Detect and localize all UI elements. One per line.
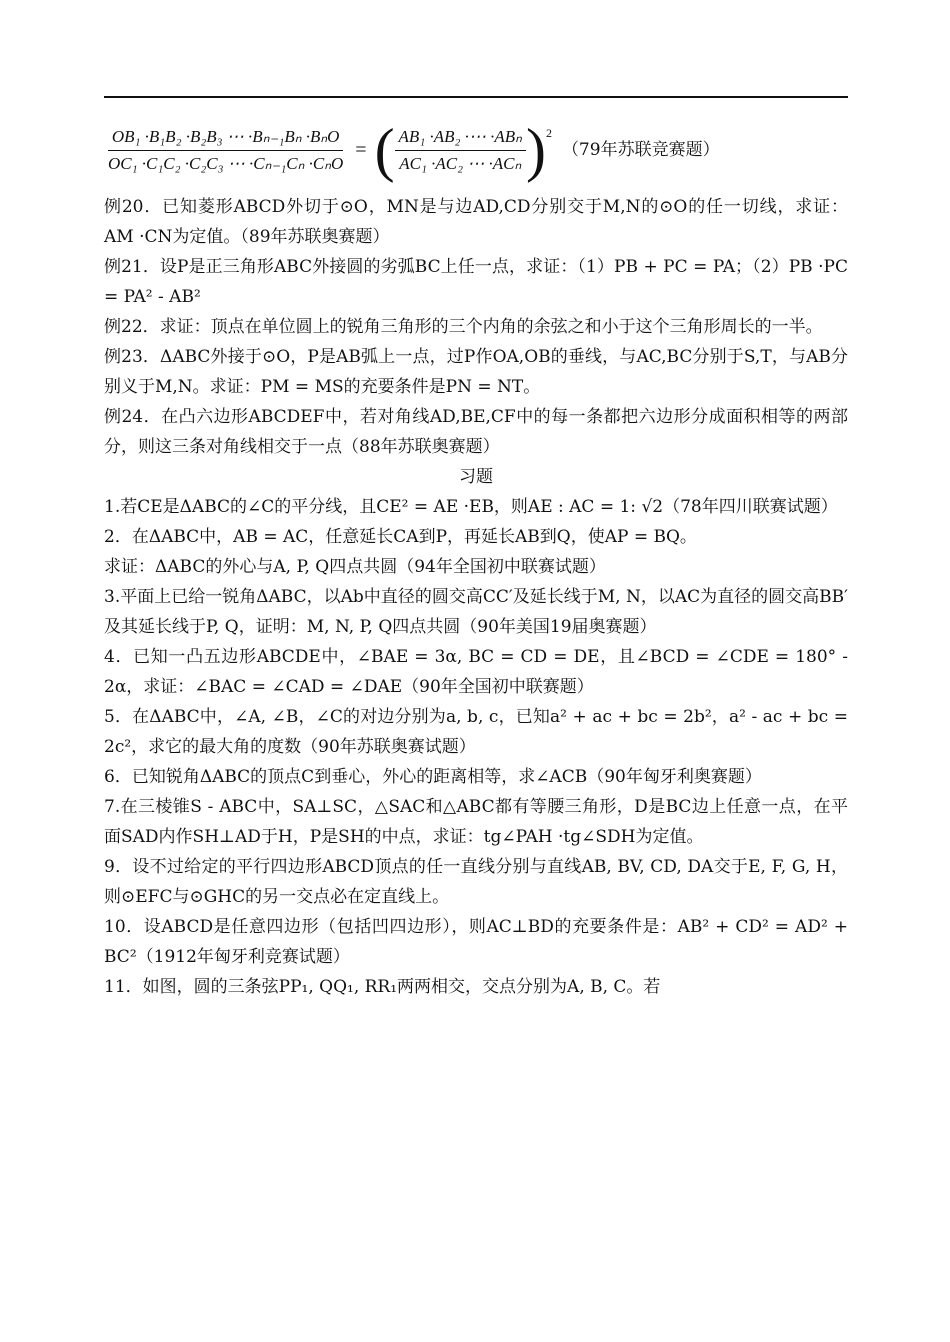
exercise-2: 2．在ΔABC中，AB = AC，任意延长CA到P，再延长AB到Q，使AP = BQ。	[104, 527, 697, 547]
document-body	[104, 112, 848, 1002]
example-20: 例20．已知菱形ABCD外切于⊙O，MN是与边AD,CD分别交于M,N的⊙O的任一切线，求证：AM ·CN为定值。（89年苏联奥赛题）	[104, 197, 848, 247]
exercise-3: 3.平面上已给一锐角ΔABC，以Ab中直径的圆交高CC′及延长线于M, N，以AC为直径的圆交高BB′及其延长线于P, Q，证明：M, N, P, Q四点共圆（90年美国19届奥赛题）	[104, 587, 848, 637]
exercise-10: 10．设ABCD是任意四边形（包括凹四边形），则AC⊥BD的充要条件是：AB² + CD² = AD² + BC²（1912年匈牙利竞赛试题）	[104, 917, 848, 967]
rhs-numerator: AB₁ ·AB₂ ·⋯ ·ABₙ	[395, 124, 526, 151]
example-23: 例23．ΔABC外接于⊙O，P是AB弧上一点，过P作OA,OB的垂线，与AC,BC分别于S,T，与AB分别义于M,N。求证：PM = MS的充要条件是PN = NT。	[104, 347, 848, 397]
header-rule	[104, 96, 848, 98]
example-22: 例22．求证：顶点在单位圆上的锐角三角形的三个内角的余弦之和小于这个三角形周长的一半。	[104, 317, 823, 337]
rhs-fraction	[395, 124, 526, 177]
exercise-11: 11．如图，圆的三条弦PP₁, QQ₁, RR₁两两相交，交点分别为A, B, C。若	[104, 977, 661, 997]
equals-sign: =	[355, 139, 367, 161]
exercise-1: 1.若CE是ΔABC的∠C的平分线，且CE² = AE ·EB，则AE : AC = 1: √2（78年四川联赛试题）	[104, 497, 838, 517]
rhs-denominator: AC₁ ·AC₂ ⋯ ·ACₙ	[399, 153, 522, 173]
lhs-fraction	[104, 124, 347, 177]
exercise-heading: 习题	[459, 467, 493, 487]
exponent: 2	[545, 126, 552, 140]
exercise-6: 6．已知锐角ΔABC的顶点C到垂心，外心的距离相等，求∠ACB（90年匈牙利奥赛题）	[104, 767, 762, 787]
left-paren: (	[374, 117, 395, 183]
formula-source: （79年苏联竞赛题）	[561, 140, 720, 160]
exercise-9: 9．设不过给定的平行四边形ABCD顶点的任一直线分别与直线AB, BV, CD, DA交于E, F, G, H，则⊙EFC与⊙GHC的另一交点必在定直线上。	[104, 857, 848, 907]
ratio-formula	[104, 112, 848, 188]
lhs-numerator: OB₁ ·B₁B₂ ·B₂B₃ ⋯ ·Bₙ₋₁Bₙ ·BₙO	[108, 124, 344, 151]
example-24: 例24．在凸六边形ABCDEF中，若对角线AD,BE,CF中的每一条都把六边形分成面积相等的两部分，则这三条对角线相交于一点（88年苏联奥赛题）	[104, 407, 848, 457]
exercise-5: 5．在ΔABC中，∠A, ∠B，∠C的对边分别为a, b, c，已知a² + ac + bc = 2b²，a² - ac + bc = 2c²，求它的最大角的度数（90年苏联奥赛试题）	[104, 707, 848, 757]
exercise-4: 4．已知一凸五边形ABCDE中，∠BAE = 3α, BC = CD = DE，且∠BCD = ∠CDE = 180° - 2α，求证：∠BAC = ∠CAD = ∠DAE（90年全国初中联赛题）	[104, 647, 848, 697]
right-paren: )	[525, 117, 546, 183]
exercise-7: 7.在三棱锥S - ABC中，SA⊥SC，△SAC和△ABC都有等腰三角形，D是BC边上任意一点，在平面SAD内作SH⊥AD于H，P是SH的中点，求证：tg∠PAH ·tg∠SDH为定值。	[104, 797, 848, 847]
lhs-denominator: OC₁ ·C₁C₂ ·C₂C₃ ⋯ ·Cₙ₋₁Cₙ ·CₙO	[108, 153, 344, 173]
exercise-2-proof: 求证：ΔABC的外心与A, P, Q四点共圆（94年全国初中联赛试题）	[104, 557, 606, 577]
example-21: 例21．设P是正三角形ABC外接圆的劣弧BC上任一点，求证：（1）PB + PC = PA；（2）PB ·PC = PA² - AB²	[104, 257, 848, 307]
